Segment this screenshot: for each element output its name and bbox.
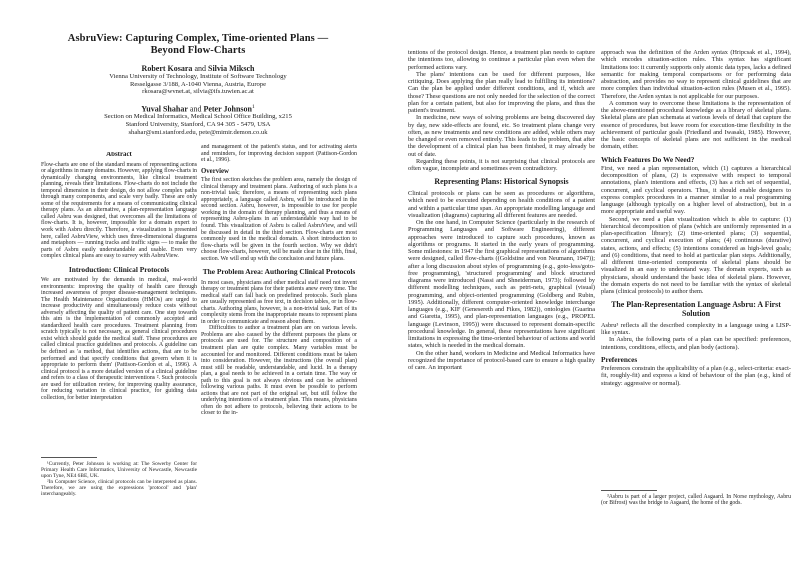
footnote-2: ²In Computer Science, clinical protocols can be interpreted as plans. Therefore, we are using the expressions 'protocol' and 'plan' interchangeably. [41,478,197,497]
abstract-heading: Abstract [106,152,132,158]
author-conjunction-2: and [187,104,204,114]
column-2-continuation: and management of the patient's status, and for activating alerts and reminders, for improving decision support (Pattison-Gordon et al., 1996). [201,144,357,164]
column-4-continuation: approach was the definition of the Arden syntax (Hripcsak et al., 1994), which encodes situation-action rules. This syntax has significant limitations too: it currently supports only atomic data types, lacks a defined semantic for making temporal comparisons or for performing data abstraction, and provides no way to represent clinical guidelines that are more complex than individual situation-action rules (Musen et al., 1995). Therefore, the Arden syntax is not applicable for our purposes. [601,49,791,100]
representing-plans-heading: Representing Plans: Historical Synopsis [434,177,569,187]
asbru-paragraph-2: In Asbru, the following parts of a plan can be specified: preferences, intentions, conditions, effects, and plan body (actions). [601,336,791,351]
footnote-rule [41,457,97,458]
affiliation-2-line2: Stanford University, Stanford, CA 94 305 - 5479, USA [125,121,271,129]
asbru-language-heading: The Plan-Representation Language Asbru: A First Solution [611,300,781,319]
author-name-shahar: Yuval Shahar [141,104,188,114]
which-features-heading: Which Features Do We Need? [601,154,695,164]
representing-paragraph-1: Clinical protocols or plans can be seen as procedures or algorithms, which need to be executed depending on health conditions of a patient and within a particular time span. An appropriate modelling language and visualization (diagrams) capturing all different features are needed. [408,190,595,219]
author-emails-2: shahar@smi.stanford.edu, pete@mimir.demon.co.uk [128,128,268,136]
intentions-paragraph: The plans' intentions can be used for different purposes, like critiquing. Does applying the plan really lead to fulfilling its intentions? Can the plan be applied under different conditions, and if, which are those? These questions are not only needed for the selection of the correct plan for a certain patient, but also for improving the plans, and thus the patient's treatment. [408,70,595,114]
overview-heading: Overview [201,167,229,175]
representing-paragraph-2: On the one hand, in Computer Science (particularly in the research of Programming Languages and Software Engineering), different approaches were introduced to capture such procedures, known as algorithms or programs. It started in the early years of programming. Some milestones: in 1947 the first graphical representations of algorithms were designed, called flow-charts ((Goldstine and von Neumann, 1947)); after a long discussion about styles of programming (e.g., goto-less/goto-free programming), 'structured programming' and block structured diagrams were introduced (Nassi and Shneiderman, 1973); followed by different modelling techniques, such as petri-nets, graphical (visual) programming, and object-oriented programming (Goldberg and Rubin, 1995). Additionally, different computer-oriented knowledge interchange languages (e.g., KIF (Genesereth and Fikes, 1982)), ontologies (Guarina and Giaretta, 1995), and plan-representation languages (e.g., PROPEL language (Levinson, 1995)) were discussed to represent domain-specific procedural knowledge. In general, these representations have significant limitations in expressing the time-oriented behaviour of actions and world states, which is needed in the medical domain. [408,219,595,350]
author-conjunction-1: and [192,64,208,73]
footnote-rule [601,490,657,491]
author-name-miksch: Silvia Miksch [208,64,255,73]
author-name-johnson: Peter Johnson [203,104,252,114]
abstract-text: Flow-charts are one of the standard means of representing actions or algorithms in many domains. However, applying flow-charts in dynamically changing environments, like clinical treatment planning, reveals their limitations. Flow-charts do not include the temporal dimension in their design, do not allow complex paths through many components, and scale very badly. These are only some of the requirements for a means of communicating clinical therapy plans. As an alternative, a plan-representation language called Asbru was designed, that overcomes all the limitations of flow-charts. It is, however, impossible for a domain expert to work with Asbru directly. Therefore, a visualization is presented here, called AsbruView, which uses three-dimensional diagrams and metaphors — running tracks and traffic signs — to make the parts of Asbru easily understandable and usable. Even very complex clinical plans are easy to survey with AsbruView. [41,161,197,260]
paper-title-line2: Beyond Flow-Charts [150,45,246,56]
representing-paragraph-3: On the other hand, workers in Medicine and Medical Informatics have recognized the importance of protocol-based care to ensure a high quality of care. An important [408,349,595,372]
paper-header [38,33,358,136]
affiliation-1-line2: Resselgasse 3/188, A-1040 Vienna, Austria, Europe [129,80,267,88]
preferences-paragraph: Preferences constrain the applicability of a plan (e.g., select-criteria: exact-fit, roughly-fit) and express a kind of behaviour of the plan (e.g., kind of strategy: aggressive or normal). [601,365,791,387]
features-paragraph-2: Second, we need a plan visualization which is able to capture: (1) hierarchical decomposition of plans (which are uniformly represented in a plan-specification library); (2) time-oriented plans; (3) sequential, concurrent, and cyclical execution of plans; (4) continuous (durative) states, actions, and effects; (5) intentions considered as high-level goals; and (6) conditions, that need to hold at particular plan steps. Additionally, all different time-oriented components of skeletal plans should be visualized in an easy to understand way. The domain experts, such as physicians, should understand the basic idea of skeletal plans. However, the domain experts do not need to be familiar with the syntax of skeletal plans (clinical protocols) to author them. [601,215,791,295]
affiliation-1-line1: Vienna University of Technology, Institute of Software Technology [109,73,287,80]
footnote-1: ¹Currently, Peter Johnson is working at: The Sowerby Center for Primary Health Care Informatics, University of Newcastle, Newcastle upon Tyne, NE4 6BE, UK. [41,460,197,479]
column-4 [601,49,791,533]
features-paragraph-1: First, we need a plan representation, which (1) captures a hierarchical decomposition of plans, (2) is expressive with respect to temporal annotations, plan's intentions and effects, (3) has a rich set of sequential, concurrent, and cyclical operators. Thus, it should enable designers to express complex procedures in a manner similar to a real programming language (although typically on a higher level of abstraction), but in a more appropriate and useful way. [601,164,791,216]
problem-paragraph-2: Difficulties to author a treatment plan are on various levels. Problems are also caused by the different purposes the plans or protocols are used for. The structure and composition of a treatment plan are quite complex. Many variables must be accounted for and monitored. Different conditions must be taken into consideration. However, the instructions (the overall plan) must still be readable, understandable, and lucid. In a therapy plan, a goal needs to be achieved in a certain time. The way or path to this goal is not always obvious and can be achieved following various paths. It must even be possible to perform actions that are not part of the original set, but still follow the underlying intentions of a treatment plan. This means, physicians often do not adhere to protocols, believing their actions to be closer to the in- [201,325,357,417]
paper-title [38,33,358,57]
column-3-continuation: tentions of the protocol design. Hence, a treatment plan needs to capture the intentions too, allowing to continue a particular plan even when the performed actions vary. [408,49,595,71]
affiliation-2-line1: Section on Medical Informatics, Medical School Office Building, x215 [104,113,292,121]
overview-text: The first section sketches the problem area, namely the design of clinical therapy and treatment plans. Authoring of such plans is a non-trivial task; therefore, a means of representing such plans appropriately, a language called Asbru, will be introduced in the second section. Asbru, however, is impossible to use for people working in the domain of therapy planning, and thus a means of representing Asbru-plans in an understandable way had to be found. This visualization of Asbru is called AsbruView, and will be discussed in detail in the third section. Flow-charts are most commonly used in the medical domain. A short introduction to flow-charts will be given in the fourth section. Why we didn't choose flow-charts, however, will be made clear in the fifth, final, section. We will end up with the conclusion and future plans. [201,177,357,262]
author-emails-1: rkosara@wvnet.at, silvia@ifs.tuwien.ac.at [142,88,254,96]
paper-title-line1: AsbruView: Capturing Complex, Time-oriented Plans — [67,33,329,44]
problem-area-heading: The Problem Area: Authoring Clinical Protocols [202,267,356,277]
column-1 [41,152,197,508]
column-2 [201,144,357,506]
protocols-vague-paragraph: Regarding these points, it is not surprising that clinical protocols are often vague, incomplete and sometimes even contradictory. [408,157,595,172]
asbru-paragraph-1: Asbru³ reflects all the described complexity in a language using a LISP-like syntax. [601,321,791,337]
skeletal-plans-paragraph: A common way to overcome these limitations is the representation of the above-mentioned procedural knowledge as a library of skeletal plans. Skeletal plans are plan schemata at various levels of detail that capture the essence of procedures, but leave room for execution-time flexibility in the achievement of particular goals (Friedland and Iwasaki, 1985). However, the basic concepts of skeletal plans are not sufficient in the medical domain, either. [601,99,791,151]
footnote-3: ³Asbru is part of a larger project, called Asgaard. In Norse mythology, Asbru (or Bifrost) was the bridge to Asgaard, the home of the gods. [601,493,791,507]
author-line-1 [38,64,358,73]
footnote-block-2 [601,486,791,507]
introduction-heading: Introduction: Clinical Protocols [68,264,170,274]
author-name-kosara: Robert Kosara [141,64,193,73]
author-line-2 [38,103,358,114]
introduction-text: We are motivated by the demands in medical, real-world environments: improving the quality of health care through increased awareness of proper disease-management techniques. The Health Maintenance Organizations (HMOs) are urged to increase productivity and simultaneously reduce costs without adversely affecting the quality of patient care. One step towards this aim is the implementation of commonly accepted and standardized health care procedures. Treatment planning from scratch typically is not necessary, as general clinical procedures exist which should guide the medical staff. These procedures are called clinical practice guidelines and protocols. A guideline can be defined as 'a method, that identifies actions, that are to be performed and that specify conditions that govern when it is appropriate to perform them' (Pattison-Gordon et al., 1996). A clinical protocol is a more detailed version of a clinical guideline and refers to a class of therapeutic interventions ². Such protocols are used for utilization review, for improving quality assurance, for reducing variation in clinical practice, for guiding data collection, for better interpretation [41,276,197,401]
preferences-heading: Preferences [601,354,638,364]
footnote-block-1 [41,453,197,497]
problem-paragraph-1: In most cases, physicians and other medical staff need not invent therapy or treatment plans for their patients anew every time. The medical staff can fall back on predefined protocols. Such plans are usually represented as free text, in decision tables, or in flow-charts. Authoring plans, however, is a non-trivial task. Part of its complexity stems from the inappropriate means to represent plans in order to communicate and reason about them. [201,279,357,325]
author-footnote-mark: 1 [251,103,255,110]
column-3 [408,49,595,533]
medicine-changes-paragraph: In medicine, new ways of solving problems are being discovered day by day, new side-effects are found, etc. So treatment plans change very often, as new treatments and new conditions are added, while others may be changed or even removed entirely. This leads to the problem, that after the development of a clinical plan has been finished, it may already be out of date. [408,114,595,158]
